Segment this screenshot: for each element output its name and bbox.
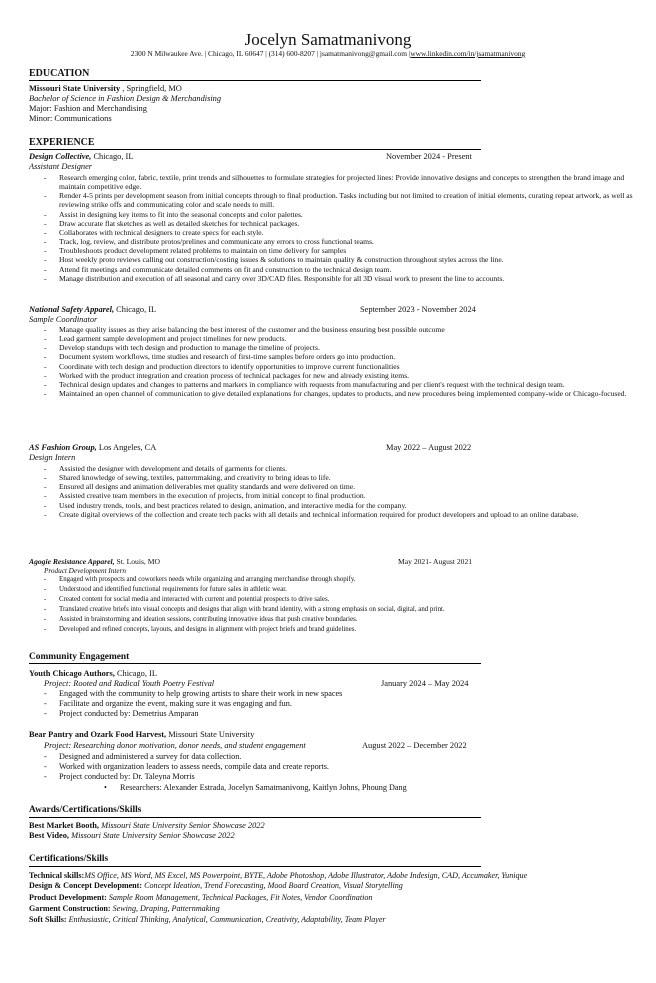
skill-label: Technical skills: — [29, 871, 85, 880]
skill-label: Product Development: — [29, 893, 107, 902]
bullet-item: - Lead garment sample development and project timelines for new products. — [44, 334, 634, 343]
org-sub-bullets — [104, 783, 407, 793]
job-dates: May 2022 – August 2022 — [386, 443, 472, 452]
sub-bullet-item: • Researchers: Alexander Estrada, Jocelyn Samatmanivong, Kaitlyn Johns, Phoung Dang — [104, 783, 407, 793]
bullet-item: - Used industry trends, tools, and best practices related to design, animation, and interactive media for the company. — [44, 501, 634, 510]
skill-value: Enthusiastic, Critical Thinking, Analytical, Communication, Creativity, Adaptability, Team Player — [66, 915, 386, 924]
job-dates: May 2021- August 2021 — [398, 557, 473, 566]
education-rule — [29, 80, 481, 81]
org-title-line — [29, 669, 157, 679]
job-location: Los Angeles, CA — [96, 443, 157, 452]
org-project: Project: Rooted and Radical Youth Poetry Festival — [44, 679, 215, 688]
job-role: Sample Coordinator — [29, 315, 98, 324]
job-dates: November 2024 - Present — [386, 152, 472, 161]
org-project: Project: Researching donor motivation, donor needs, and student engagement — [44, 741, 306, 750]
job-role: Assistant Designer — [29, 162, 93, 171]
bullet-item: - Manage quality issues as they arise balancing the best interest of the customer and the business ensuring best possible outcome — [44, 325, 634, 334]
skill-line — [29, 871, 527, 881]
awards-rule — [29, 817, 481, 818]
bullet-item: - Host weekly proto reviews calling out construction/costing issues & solutions to maintain quality & construction throughout styles across the line. — [44, 255, 634, 264]
bullet-item: - Engaged with prospects and coworkers needs while organizing and arranging merchandise through shopify. — [44, 575, 634, 585]
org-name: Youth Chicago Authors, — [29, 669, 115, 678]
bullet-item: - Collaborates with technical designers to create specs for each style. — [44, 228, 634, 237]
school-separator: , — [120, 84, 127, 93]
job-bullets — [44, 575, 634, 634]
bullet-item: - Create digital overviews of the collection and create tech packs with all details and technical information required for product developers and upload to an online database. — [44, 510, 634, 519]
bullet-item: - Engaged with the community to help growing artists to share their work in new spaces — [44, 689, 634, 699]
skill-line — [29, 881, 403, 891]
bullet-item: - Project conducted by: Dr. Taleyna Morris — [44, 772, 634, 782]
bullet-item: - Research emerging color, fabric, textile, print trends and silhouettes to formulate strategies for projected lines: Provide innovative designs and concepts to strengthen the brand image and maintain competitive edge. — [44, 173, 634, 191]
job-title-line — [29, 443, 156, 453]
award-title: Best Video, — [29, 831, 70, 840]
job-company: AS Fashion Group, — [29, 443, 97, 452]
community-heading: Community Engagement — [29, 652, 130, 662]
org-dates: August 2022 – December 2022 — [362, 741, 467, 750]
job-company: Design Collective, — [29, 152, 92, 161]
bullet-item: - Designed and administered a survey for data collection. — [44, 752, 634, 762]
bullet-item: - Coordinate with tech design and production directors to identify opportunities to improve current functionalities — [44, 362, 634, 371]
minor: Minor: Communications — [29, 114, 112, 123]
skill-label: Soft Skills: — [29, 915, 67, 924]
bullet-item: - Ensured all designs and animation deliverables met quality standards and were delivered on time. — [44, 482, 634, 491]
bullet-item: - Translated creative briefs into visual concepts and designs that align with brand identity, with a strong emphasis on social, digital, and print. — [44, 605, 634, 615]
contact-details: 2300 N Milwaukee Ave. | Chicago, IL 60647 | (314) 600-8207 | jsamatmanivong@gmail.com | — [130, 49, 411, 58]
bullet-item: - Assisted the designer with development and details of garments for clients. — [44, 464, 634, 473]
skill-line — [29, 893, 372, 903]
bullet-item: - Develop standups with tech design and production to manage the timeline of projects. — [44, 343, 634, 352]
award-detail: Missouri State University Senior Showcase 2022 — [69, 831, 235, 840]
bullet-item: - Assisted creative team members in the execution of projects, from initial concept to final production. — [44, 491, 634, 500]
award-item — [29, 831, 235, 841]
skill-value: Sewing, Draping, Patternmaking — [110, 904, 220, 913]
bullet-item: - Render 4-5 prints per development season from initial concepts through to final production. Tasks including but not limited to creation of initial elements, curating repeat artwork, as well as reviewing strike offs and communicating color and scale needs to mill. — [44, 191, 634, 209]
job-company: Agogie Resistance Apparel, — [29, 557, 115, 566]
bullet-item: - Maintained an open channel of communication to give detailed explanations for changes, updates to products, and new procedures being implemented company-wide or Chicago-focused. — [44, 389, 634, 398]
skill-line — [29, 904, 220, 914]
job-title-line — [29, 305, 156, 315]
job-dates: September 2023 - November 2024 — [360, 305, 476, 314]
community-rule — [29, 663, 481, 664]
degree: Bachelor of Science in Fashion Design & Merchandising — [29, 94, 222, 103]
job-bullets — [44, 173, 634, 283]
job-role: Design Intern — [29, 453, 76, 462]
job-location: Chicago, IL — [91, 152, 134, 161]
award-item — [29, 821, 265, 831]
org-location: Missouri State University — [166, 730, 255, 739]
org-name: Bear Pantry and Ozark Food Harvest, — [29, 730, 167, 739]
skills-heading: Certifications/Skills — [29, 854, 109, 864]
job-company: National Safety Apparel, — [29, 305, 115, 314]
bullet-item: - Attend fit meetings and communicate detailed comments on fit and construction to the technical design team. — [44, 265, 634, 274]
bullet-item: - Technical design updates and changes to patterns and markers in compliance with requests from manufacturing and per client's request with the technical design team. — [44, 380, 634, 389]
org-location: Chicago, IL — [114, 669, 157, 678]
bullet-item: - Manage distribution and execution of all seasonal and carry over 3D/CAD files. Responsible for all 3D visual work to present the line to accounts. — [44, 274, 634, 283]
org-title-line — [29, 730, 254, 740]
skill-label: Garment Construction: — [29, 904, 111, 913]
experience-heading: EXPERIENCE — [29, 137, 95, 148]
skill-line — [29, 915, 386, 925]
org-dates: January 2024 – May 2024 — [381, 679, 469, 688]
awards-heading: Awards/Certifications/Skills — [29, 805, 142, 815]
bullet-item: - Assisted in brainstorming and ideation sessions, contributing innovative ideas that push creative boundaries. — [44, 615, 634, 625]
bullet-item: - Facilitate and organize the event, making sure it was engaging and fun. — [44, 699, 634, 709]
skill-value: MS Office, MS Word, MS Excel, MS Powerpoint, BYTE, Adobe Photoshop, Adobe Illustrator, Adobe Indesign, CAD, Accumaker, Yunique — [84, 871, 528, 880]
education-school-line — [29, 84, 182, 94]
candidate-name: Jocelyn Samatmanivong — [244, 30, 412, 49]
job-role: Product Development Intern — [44, 567, 126, 575]
bullet-item: - Document system workflows, time studies and research of first-time samples before orders go into production. — [44, 352, 634, 361]
job-location: St. Louis, MO — [114, 557, 160, 566]
education-heading: EDUCATION — [29, 68, 90, 79]
org-bullets — [44, 752, 634, 781]
bullet-item: - Shared knowledge of sewing, textiles, patternmaking, and creativity to bring ideas to life. — [44, 473, 634, 482]
contact-line — [0, 49, 656, 58]
bullet-item: - Track, log, review, and distribute protos/prelines and communicate any errors to cross functional teams. — [44, 237, 634, 246]
job-bullets — [44, 325, 634, 398]
school-name: Missouri State University — [29, 84, 121, 93]
bullet-item: - Worked with organization leaders to assess needs, compile data and create reports. — [44, 762, 634, 772]
job-location: Chicago, IL — [114, 305, 157, 314]
skill-label: Design & Concept Development: — [29, 881, 143, 890]
bullet-item: - Project conducted by: Demetrius Amparan — [44, 709, 634, 719]
award-title: Best Market Booth, — [29, 821, 100, 830]
bullet-item: - Draw accurate flat sketches as well as detailed sketches for technical packages. — [44, 219, 634, 228]
experience-rule — [29, 149, 481, 150]
job-bullets — [44, 464, 634, 519]
award-detail: Missouri State University Senior Showcase 2022 — [99, 821, 265, 830]
skills-rule — [29, 866, 481, 867]
bullet-item: - Worked with the product integration and creation process of technical packages for new and already existing items. — [44, 371, 634, 380]
job-title-line — [29, 152, 133, 162]
linkedin-link[interactable]: www.linkedin.com/in/jsamatmanivong — [410, 49, 526, 58]
bullet-item: - Understood and identified functional requirements for future sales in athletic wear. — [44, 585, 634, 595]
bullet-item: - Assist in designing key items to fit into the seasonal concepts and color palettes. — [44, 210, 634, 219]
skill-value: Concept Ideation, Trend Forecasting, Mood Board Creation, Visual Storytelling — [142, 881, 403, 890]
bullet-item: - Created content for social media and interacted with current and potential prospects to drive sales. — [44, 595, 634, 605]
major: Major: Fashion and Merchandising — [29, 104, 147, 113]
skill-value: Sample Room Management, Technical Packages, Fit Notes, Vendor Coordination — [106, 893, 373, 902]
bullet-item: - Troubleshoots product development related problems to maintain on time delivery for samples — [44, 246, 634, 255]
org-bullets — [44, 689, 634, 718]
school-location: Springfield, MO — [126, 84, 182, 93]
bullet-item: - Developed and refined concepts, layouts, and designs in alignment with project briefs and brand guidelines. — [44, 625, 634, 635]
